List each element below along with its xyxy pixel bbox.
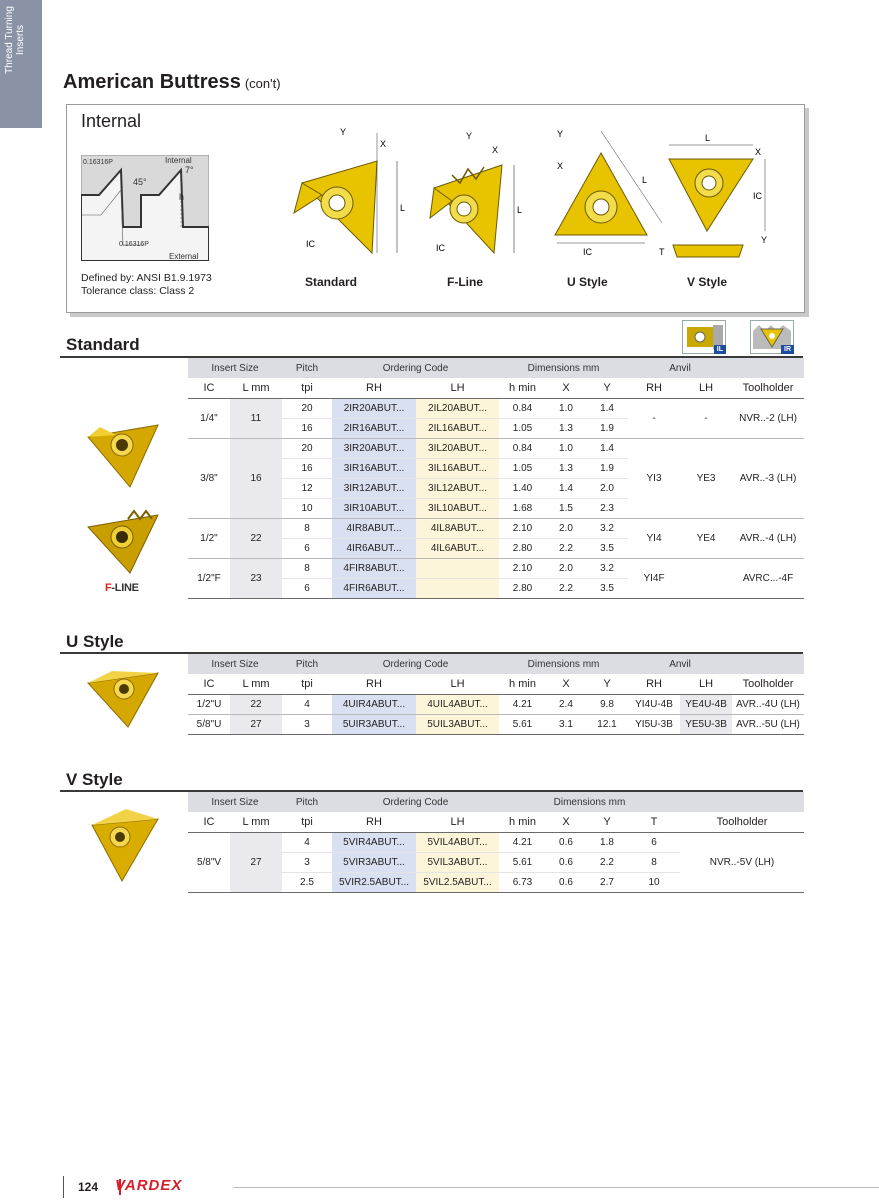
- col-anvil-rh: RH: [628, 674, 680, 694]
- vstyle-title: V Style: [66, 770, 123, 789]
- cell-lh: 5VIL3ABUT...: [416, 852, 499, 872]
- fline-logo-f: F: [105, 582, 112, 594]
- vstyle-group-header: [188, 792, 804, 812]
- cell-lh: 4IL6ABUT...: [416, 538, 499, 558]
- cell-anvil-rh: YI5U-3B: [628, 714, 680, 734]
- group-pitch: Pitch: [282, 654, 332, 674]
- cell-tpi: 4: [282, 832, 332, 852]
- cell-ic: 1/2": [188, 518, 230, 558]
- dim-l: L: [517, 205, 523, 215]
- dim-y: Y: [557, 129, 564, 139]
- group-ordering-code: Ordering Code: [332, 654, 499, 674]
- cell-t: 8: [628, 852, 680, 872]
- cell-hmin: 4.21: [499, 694, 546, 714]
- cell-lh: 3IL12ABUT...: [416, 478, 499, 498]
- profile-h-label: h: [179, 192, 185, 202]
- cell-lh: 4IL8ABUT...: [416, 518, 499, 538]
- cell-x: 1.5: [546, 498, 586, 518]
- cell-rh: 3IR12ABUT...: [332, 478, 416, 498]
- cell-ic: 3/8": [188, 438, 230, 518]
- cell-rh: 4IR6ABUT...: [332, 538, 416, 558]
- cell-x: 2.2: [546, 538, 586, 558]
- cell-tpi: 6: [282, 578, 332, 598]
- ustyle-title: U Style: [66, 632, 124, 651]
- dim-x: X: [557, 161, 564, 171]
- cell-hmin: 2.80: [499, 578, 546, 598]
- group-ordering-code: Ordering Code: [332, 792, 499, 812]
- group-anvil: Anvil: [628, 654, 732, 674]
- group-anvil: Anvil: [628, 358, 732, 378]
- col-lmm: L mm: [230, 812, 282, 832]
- col-rh: RH: [332, 378, 416, 398]
- cell-y: 2.3: [586, 498, 628, 518]
- cell-x: 0.6: [546, 832, 586, 852]
- anvil-il-icon: [682, 320, 726, 354]
- cell-y: 2.7: [586, 872, 628, 892]
- cell-ic: 5/8"V: [188, 832, 230, 892]
- standard-title: Standard: [66, 335, 140, 354]
- cell-hmin: 5.61: [499, 714, 546, 734]
- col-toolholder: Toolholder: [732, 378, 804, 398]
- cell-lh: 2IL20ABUT...: [416, 398, 499, 418]
- profile-pitch-bottom: 0.16316P: [119, 241, 149, 248]
- cell-anvil-rh: YI3: [628, 438, 680, 518]
- dim-l: L: [642, 175, 648, 185]
- table-row: [188, 558, 804, 578]
- cell-lh: 3IL20ABUT...: [416, 438, 499, 458]
- cell-x: 1.0: [546, 438, 586, 458]
- profile-angle-45: 45°: [133, 177, 147, 187]
- col-lh: LH: [416, 378, 499, 398]
- col-toolholder: Toolholder: [732, 674, 804, 694]
- cell-lh: 5VIL4ABUT...: [416, 832, 499, 852]
- table-row: [188, 398, 804, 418]
- vstyle-table: [188, 792, 804, 893]
- cell-tpi: 20: [282, 438, 332, 458]
- col-y: Y: [586, 378, 628, 398]
- cell-ic: 1/2"F: [188, 558, 230, 598]
- cell-tpi: 20: [282, 398, 332, 418]
- diagram-label-vstyle: V Style: [687, 275, 728, 289]
- cell-hmin: 0.84: [499, 438, 546, 458]
- table-row: [188, 714, 804, 734]
- group-insert-size: Insert Size: [188, 358, 282, 378]
- col-y: Y: [586, 674, 628, 694]
- col-t: T: [628, 812, 680, 832]
- cell-lmm: 11: [230, 398, 282, 438]
- section-tab-label: [4, 0, 26, 100]
- cell-hmin: 6.73: [499, 872, 546, 892]
- cell-lh: 3IL10ABUT...: [416, 498, 499, 518]
- cell-tpi: 10: [282, 498, 332, 518]
- vstyle-column-header: [188, 812, 804, 832]
- cell-tpi: 6: [282, 538, 332, 558]
- cell-tpi: 8: [282, 518, 332, 538]
- diagram-label-standard: Standard: [305, 275, 358, 289]
- cell-toolholder: AVR..-3 (LH): [732, 438, 804, 518]
- col-x: X: [546, 812, 586, 832]
- cell-ic: 1/2"U: [188, 694, 230, 714]
- col-hmin: h min: [499, 812, 546, 832]
- ustyle-column-header: [188, 674, 804, 694]
- dim-ic: IC: [436, 243, 445, 253]
- col-tpi: tpi: [282, 378, 332, 398]
- cell-y: 1.4: [586, 438, 628, 458]
- cell-anvil-rh: -: [628, 398, 680, 438]
- standard-column-header: [188, 378, 804, 398]
- col-lmm: L mm: [230, 378, 282, 398]
- col-rh: RH: [332, 674, 416, 694]
- cell-tpi: 2.5: [282, 872, 332, 892]
- vstyle-insert-diagram: [657, 123, 797, 273]
- group-insert-size: Insert Size: [188, 792, 282, 812]
- cell-rh: 5UIR3ABUT...: [332, 714, 416, 734]
- cell-lh: 4UIL4ABUT...: [416, 694, 499, 714]
- cell-tpi: 3: [282, 852, 332, 872]
- cell-hmin: 2.80: [499, 538, 546, 558]
- dim-y: Y: [340, 127, 347, 137]
- cell-anvil-lh: YE5U-3B: [680, 714, 732, 734]
- dim-x: X: [380, 139, 387, 149]
- cell-y: 1.8: [586, 832, 628, 852]
- cell-toolholder: AVR..-4 (LH): [732, 518, 804, 558]
- cell-lh: [416, 558, 499, 578]
- col-x: X: [546, 674, 586, 694]
- cell-y: 1.9: [586, 418, 628, 438]
- col-rh: RH: [332, 812, 416, 832]
- cell-rh: 4FIR8ABUT...: [332, 558, 416, 578]
- page-number: 124: [78, 1180, 99, 1194]
- cell-lh: 5VIL2.5ABUT...: [416, 872, 499, 892]
- dim-y: Y: [761, 235, 768, 245]
- anvil-ir-icon: [750, 320, 794, 354]
- section-tab-line2: Inserts: [15, 25, 26, 56]
- thread-profile-diagram: [81, 155, 209, 261]
- cell-x: 2.0: [546, 558, 586, 578]
- page-title: [63, 71, 281, 94]
- cell-tpi: 16: [282, 458, 332, 478]
- cell-rh: 4UIR4ABUT...: [332, 694, 416, 714]
- cell-x: 1.4: [546, 478, 586, 498]
- cell-lmm: 27: [230, 832, 282, 892]
- cell-x: 2.2: [546, 578, 586, 598]
- fline-insert-diagram: [422, 123, 532, 273]
- cell-rh: 4IR8ABUT...: [332, 518, 416, 538]
- cell-lmm: 23: [230, 558, 282, 598]
- diagram-label-ustyle: U Style: [567, 275, 608, 289]
- cell-anvil-lh: -: [680, 398, 732, 438]
- cell-rh: 5VIR3ABUT...: [332, 852, 416, 872]
- group-dimensions: Dimensions mm: [499, 654, 628, 674]
- cell-rh: 3IR10ABUT...: [332, 498, 416, 518]
- internal-profile-panel: [66, 104, 805, 313]
- diagram-label-fline: F-Line: [447, 275, 483, 289]
- tolerance-class: Tolerance class: Class 2: [81, 285, 195, 297]
- cell-hmin: 2.10: [499, 558, 546, 578]
- col-anvil-lh: LH: [680, 674, 732, 694]
- group-dimensions: Dimensions mm: [499, 792, 680, 812]
- ustyle-insert-diagram: [537, 123, 667, 273]
- cell-anvil-rh: YI4U-4B: [628, 694, 680, 714]
- anvil-ir-badge: IR: [781, 345, 794, 354]
- cell-rh: 2IR16ABUT...: [332, 418, 416, 438]
- col-hmin: h min: [499, 378, 546, 398]
- dim-l: L: [400, 203, 406, 213]
- defined-by: Defined by: ANSI B1.9.1973: [81, 272, 212, 284]
- cell-toolholder: AVR..-4U (LH): [732, 694, 804, 714]
- group-pitch: Pitch: [282, 358, 332, 378]
- cell-rh: 2IR20ABUT...: [332, 398, 416, 418]
- col-ic: IC: [188, 812, 230, 832]
- cell-tpi: 16: [282, 418, 332, 438]
- profile-external-label: External: [169, 252, 199, 261]
- col-toolholder: Toolholder: [680, 812, 804, 832]
- footer-rule: [233, 1187, 879, 1188]
- dim-t: T: [659, 247, 665, 257]
- cell-hmin: 1.68: [499, 498, 546, 518]
- fline-logo-rest: -LINE: [111, 582, 139, 594]
- col-x: X: [546, 378, 586, 398]
- cell-y: 2.2: [586, 852, 628, 872]
- cell-lh: [416, 578, 499, 598]
- cell-toolholder: NVR..-5V (LH): [680, 832, 804, 892]
- cell-y: 3.2: [586, 518, 628, 538]
- cell-y: 3.2: [586, 558, 628, 578]
- cell-x: 2.0: [546, 518, 586, 538]
- cell-anvil-lh: YE4U-4B: [680, 694, 732, 714]
- group-dimensions: Dimensions mm: [499, 358, 628, 378]
- cell-toolholder: NVR..-2 (LH): [732, 398, 804, 438]
- cell-y: 3.5: [586, 578, 628, 598]
- cell-y: 9.8: [586, 694, 628, 714]
- col-lh: LH: [416, 674, 499, 694]
- standard-insert-diagram: [282, 123, 412, 273]
- dim-ic: IC: [583, 247, 592, 257]
- ustyle-insert-image: [82, 665, 164, 735]
- dim-x: X: [755, 147, 762, 157]
- cell-lmm: 22: [230, 518, 282, 558]
- dim-y: Y: [466, 131, 473, 141]
- cell-hmin: 1.05: [499, 458, 546, 478]
- cell-rh: 3IR16ABUT...: [332, 458, 416, 478]
- cell-hmin: 1.05: [499, 418, 546, 438]
- dim-x: X: [492, 145, 499, 155]
- fline-insert-image: [82, 507, 166, 581]
- cell-ic: 5/8"U: [188, 714, 230, 734]
- cell-rh: 3IR20ABUT...: [332, 438, 416, 458]
- cell-x: 1.3: [546, 418, 586, 438]
- cell-lh: 2IL16ABUT...: [416, 418, 499, 438]
- cell-toolholder: AVR..-5U (LH): [732, 714, 804, 734]
- cell-hmin: 0.84: [499, 398, 546, 418]
- profile-pitch-top: 0.16316P: [83, 159, 113, 166]
- cell-tpi: 8: [282, 558, 332, 578]
- dim-ic: IC: [306, 239, 315, 249]
- table-row: [188, 518, 804, 538]
- cell-anvil-lh: YE4: [680, 518, 732, 558]
- table-row: [188, 694, 804, 714]
- dim-l: L: [705, 133, 711, 143]
- col-ic: IC: [188, 378, 230, 398]
- cell-x: 3.1: [546, 714, 586, 734]
- cell-lmm: 16: [230, 438, 282, 518]
- internal-label: Internal: [81, 111, 142, 131]
- cell-anvil-lh: [680, 558, 732, 598]
- group-ordering-code: Ordering Code: [332, 358, 499, 378]
- col-y: Y: [586, 812, 628, 832]
- cell-t: 10: [628, 872, 680, 892]
- cell-rh: 5VIR4ABUT...: [332, 832, 416, 852]
- ustyle-group-header: [188, 654, 804, 674]
- cell-anvil-lh: YE3: [680, 438, 732, 518]
- col-lmm: L mm: [230, 674, 282, 694]
- cell-ic: 1/4": [188, 398, 230, 438]
- footer-divider: [63, 1176, 64, 1198]
- col-tpi: tpi: [282, 674, 332, 694]
- anvil-il-badge: IL: [714, 345, 726, 354]
- cell-x: 1.3: [546, 458, 586, 478]
- cell-rh: 5VIR2.5ABUT...: [332, 872, 416, 892]
- cell-x: 1.0: [546, 398, 586, 418]
- standard-group-header: [188, 358, 804, 378]
- col-anvil-lh: LH: [680, 378, 732, 398]
- cell-anvil-rh: YI4F: [628, 558, 680, 598]
- cell-tpi: 3: [282, 714, 332, 734]
- cell-lmm: 27: [230, 714, 282, 734]
- definition-text: [81, 272, 212, 298]
- page-title-sub: (con't): [244, 76, 281, 91]
- section-tab: [0, 0, 42, 128]
- page-title-main: American Buttress: [63, 71, 241, 93]
- cell-y: 2.0: [586, 478, 628, 498]
- cell-x: 0.6: [546, 872, 586, 892]
- ustyle-table: [188, 654, 804, 735]
- cell-toolholder: AVRC...-4F: [732, 558, 804, 598]
- cell-hmin: 1.40: [499, 478, 546, 498]
- standard-table: [188, 358, 804, 599]
- col-ic: IC: [188, 674, 230, 694]
- vstyle-insert-image: [86, 805, 164, 885]
- cell-y: 12.1: [586, 714, 628, 734]
- cell-hmin: 4.21: [499, 832, 546, 852]
- cell-anvil-rh: YI4: [628, 518, 680, 558]
- cell-lh: 3IL16ABUT...: [416, 458, 499, 478]
- cell-t: 6: [628, 832, 680, 852]
- col-lh: LH: [416, 812, 499, 832]
- brand-logo: VARDEX: [115, 1177, 183, 1194]
- group-pitch: Pitch: [282, 792, 332, 812]
- group-insert-size: Insert Size: [188, 654, 282, 674]
- profile-angle-7: 7°: [185, 165, 194, 175]
- col-hmin: h min: [499, 674, 546, 694]
- cell-tpi: 12: [282, 478, 332, 498]
- col-tpi: tpi: [282, 812, 332, 832]
- dim-ic: IC: [753, 191, 762, 201]
- cell-lh: 5UIL3ABUT...: [416, 714, 499, 734]
- cell-rh: 4FIR6ABUT...: [332, 578, 416, 598]
- cell-x: 0.6: [546, 852, 586, 872]
- cell-hmin: 2.10: [499, 518, 546, 538]
- cell-tpi: 4: [282, 694, 332, 714]
- cell-y: 1.4: [586, 398, 628, 418]
- cell-x: 2.4: [546, 694, 586, 714]
- profile-internal-label: Internal: [165, 156, 192, 165]
- fline-logo: [105, 582, 139, 594]
- cell-hmin: 5.61: [499, 852, 546, 872]
- cell-y: 1.9: [586, 458, 628, 478]
- cell-y: 3.5: [586, 538, 628, 558]
- section-tab-line1: Thread Turning: [4, 6, 15, 74]
- standard-insert-image: [80, 415, 166, 491]
- table-row: [188, 438, 804, 458]
- col-anvil-rh: RH: [628, 378, 680, 398]
- cell-lmm: 22: [230, 694, 282, 714]
- table-row: [188, 832, 804, 852]
